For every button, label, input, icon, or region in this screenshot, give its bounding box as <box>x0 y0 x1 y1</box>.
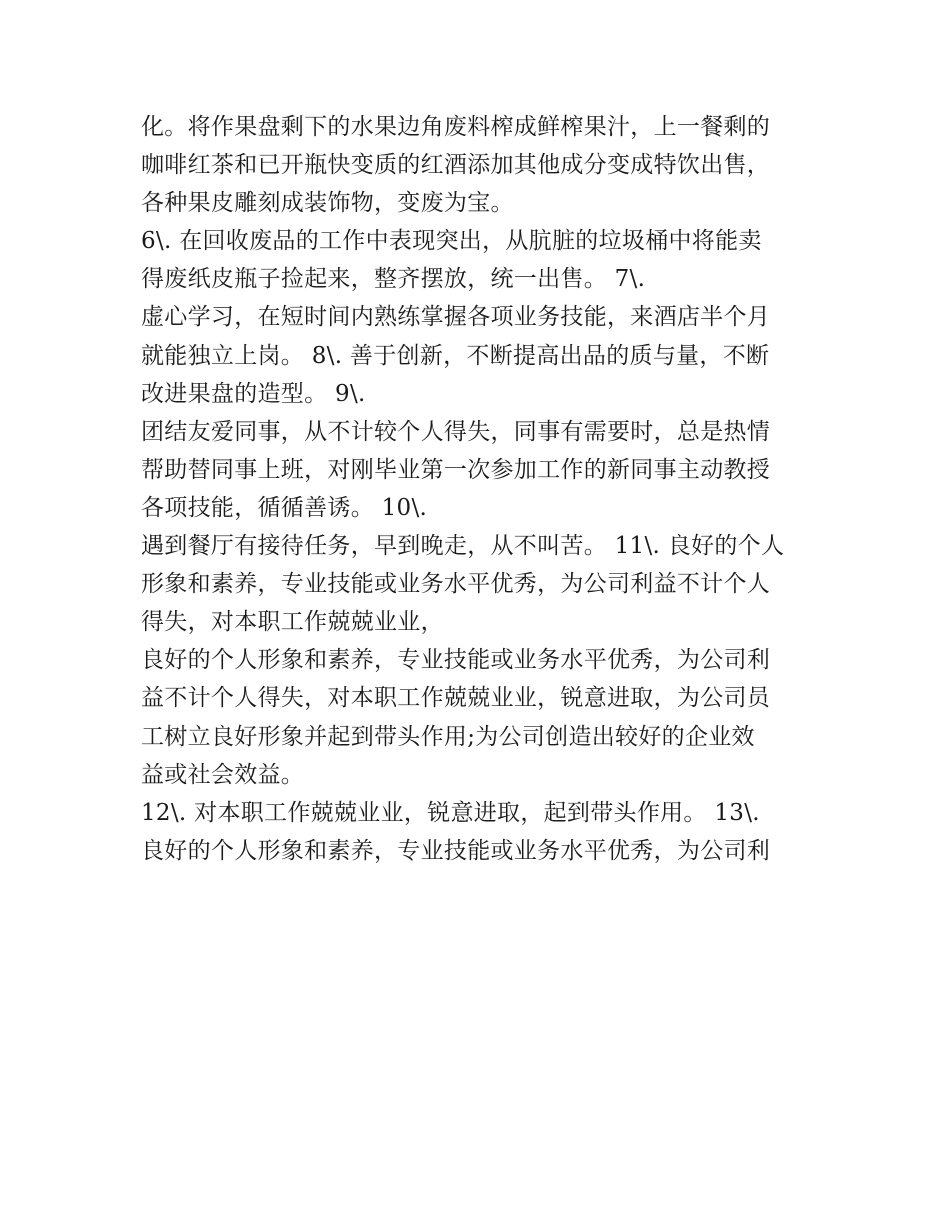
text-line: 益或社会效益。 <box>141 761 305 788</box>
text-line: 化。将作果盘剩下的水果边角废料榨成鲜榨果汁，上一餐剩的 <box>141 114 771 140</box>
text-line: 良好的个人形象和素养，专业技能或业务水平优秀，为公司利 <box>141 647 771 674</box>
text-line: 各项技能，循循善诱。 10\. <box>141 494 428 521</box>
text-line: 各种果皮雕刻成装饰物，变废为宝。 <box>141 190 514 217</box>
text-line: 12\. 对本职工作兢兢业业，锐意进取，起到带头作用。 13\. <box>141 799 760 826</box>
body-text <box>141 108 821 870</box>
text-line: 形象和素养，专业技能或业务水平优秀，为公司利益不计个人 <box>141 571 771 598</box>
text-line: 就能独立上岗。 8\. 善于创新，不断提高出品的质与量，不断 <box>141 342 770 369</box>
text-line: 遇到餐厅有接待任务，早到晚走，从不叫苦。 11\. 良好的个人 <box>141 533 785 560</box>
text-line: 帮助替同事上班，对刚毕业第一次参加工作的新同事主动教授 <box>141 456 771 483</box>
text-line: 工树立良好形象并起到带头作用;为公司创造出较好的企业效 <box>141 723 755 750</box>
text-line: 良好的个人形象和素养，专业技能或业务水平优秀，为公司利 <box>141 837 771 864</box>
text-line: 得废纸皮瓶子捡起来，整齐摆放，统一出售。 7\. <box>141 266 646 293</box>
text-line: 6\. 在回收废品的工作中表现突出，从肮脏的垃圾桶中将能卖 <box>141 228 762 255</box>
text-line: 改进果盘的造型。 9\. <box>141 380 366 407</box>
text-line: 咖啡红茶和已开瓶快变质的红酒添加其他成分变成特饮出售， <box>141 152 771 179</box>
text-line: 得失，对本职工作兢兢业业， <box>141 609 444 636</box>
text-line: 益不计个人得失，对本职工作兢兢业业，锐意进取，为公司员 <box>141 685 771 712</box>
text-line: 团结友爱同事，从不计较个人得失，同事有需要时，总是热情 <box>141 418 771 445</box>
text-line: 虚心学习，在短时间内熟练掌握各项业务技能，来酒店半个月 <box>141 304 771 331</box>
